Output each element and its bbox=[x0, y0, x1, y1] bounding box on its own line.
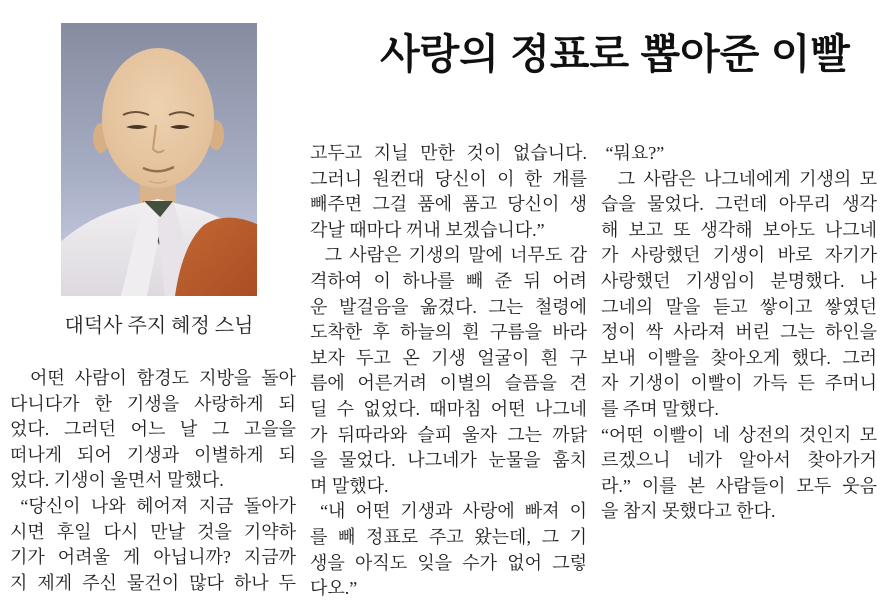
article-text-line: “어떤 이빨이 네 상전의 것인지 모 bbox=[601, 424, 877, 445]
article-text-line: 격하여 이 하나를 빼 준 뒤 어려 bbox=[310, 270, 587, 291]
article-text-line: 그러니 원컨대 당신이 이 한 개를 bbox=[310, 168, 587, 189]
article-text-line: 었다. 그러던 어느 날 그 고을을 bbox=[10, 419, 296, 440]
article-text-line: 각날 때마다 꺼내 보겠습니다.” bbox=[310, 219, 545, 240]
article-text-line: “당신이 나와 헤어져 지금 돌아가 bbox=[10, 495, 296, 516]
article-text-line: 를 빼 정표로 주고 왔는데, 그 기 bbox=[310, 526, 587, 547]
article-text-line: 보자 두고 온 기생 얼굴이 흰 구 bbox=[310, 347, 587, 368]
article-text-line: 기가 어려울 게 아닙니까? 지금까 bbox=[10, 547, 296, 568]
article-text-line: 운 발걸음을 옮겼다. 그는 철령에 bbox=[310, 296, 587, 317]
article-text-line: 사랑했던 기생임이 분명했다. 나 bbox=[601, 270, 877, 291]
article-text-line: “뭐요?” bbox=[601, 143, 665, 163]
article-text-line: 그 사람은 나그네에게 기생의 모 bbox=[601, 168, 877, 189]
article-column-3 bbox=[601, 141, 877, 525]
article-text-line: 도착한 후 하늘의 흰 구름을 바라 bbox=[310, 322, 587, 343]
photo-caption: 대덕사 주지 혜정 스님 bbox=[64, 315, 254, 337]
article-text-line: 고두고 지닐 만한 것이 없습니다. bbox=[310, 143, 587, 163]
article-text-line: 르겠으니 네가 알아서 찾아가거 bbox=[601, 450, 877, 471]
article-text-line: 보내 이빨을 찾아오게 했다. 그러 bbox=[601, 347, 877, 368]
article-text-line: 을 물었다. 나그네가 눈물을 훔치 bbox=[310, 450, 587, 471]
article-text-line: 지 제게 주신 물건이 많다 하나 두 bbox=[10, 572, 296, 593]
article-text-line: 해 보고 또 생각해 보아도 나그네 bbox=[601, 219, 877, 240]
article-text-line: 다니다가 한 기생을 사랑하게 되 bbox=[10, 393, 296, 414]
article-text-line: 름에 어른거려 이별의 슬픔을 견 bbox=[310, 373, 587, 394]
article-text-line: 습을 물었다. 그런데 아무리 생각 bbox=[601, 194, 877, 215]
article-text-line: 어떤 사람이 함경도 지방을 돌아 bbox=[10, 368, 296, 388]
article-text-line: 빼주면 그걸 품에 품고 당신이 생 bbox=[310, 194, 587, 215]
article-text-line: 었다. 기생이 울면서 말했다. bbox=[10, 470, 224, 491]
article-text-line: 그 사람은 기생의 말에 너무도 감 bbox=[310, 245, 587, 266]
article-text-line: 을 참지 못했다고 한다. bbox=[601, 501, 776, 522]
article-text-line: 정이 싹 사라져 버린 그는 하인을 bbox=[601, 322, 877, 343]
article-text-line: 시면 후일 다시 만날 것을 기약하 bbox=[10, 521, 296, 542]
article-text-line: 가 뒤따라와 슬피 울자 그는 까닭 bbox=[310, 424, 587, 445]
article-text-line: 가 사랑했던 기생이 바로 자기가 bbox=[601, 245, 877, 266]
article-text-line: 자 기생이 이빨이 가득 든 주머니 bbox=[601, 373, 877, 394]
article-text-line: “내 어떤 기생과 사랑에 빠져 이 bbox=[310, 501, 587, 522]
article-text-line: 생을 아직도 잊을 수가 없어 그렇 bbox=[310, 552, 587, 573]
article-text-line: 를 주며 말했다. bbox=[601, 398, 719, 419]
article-title: 사랑의 정표로 뽑아준 이빨 bbox=[380, 31, 850, 77]
article-text-line: 그네의 말을 듣고 쌓이고 쌓였던 bbox=[601, 296, 877, 317]
article-text-line: 라.” 이를 본 사람들이 모두 웃음 bbox=[601, 475, 877, 496]
article-text-line: 다오.” bbox=[310, 578, 358, 599]
article-text-line: 며 말했다. bbox=[310, 475, 389, 496]
article-column-2 bbox=[310, 141, 587, 602]
monk-portrait-photo bbox=[61, 23, 257, 296]
monk-portrait-illustration bbox=[61, 23, 257, 296]
article-text-line: 딜 수 없었다. 때마침 어떤 나그네 bbox=[310, 398, 587, 419]
article-column-1 bbox=[10, 366, 296, 596]
article-text-line: 떠나게 되어 기생과 이별하게 되 bbox=[10, 444, 296, 465]
